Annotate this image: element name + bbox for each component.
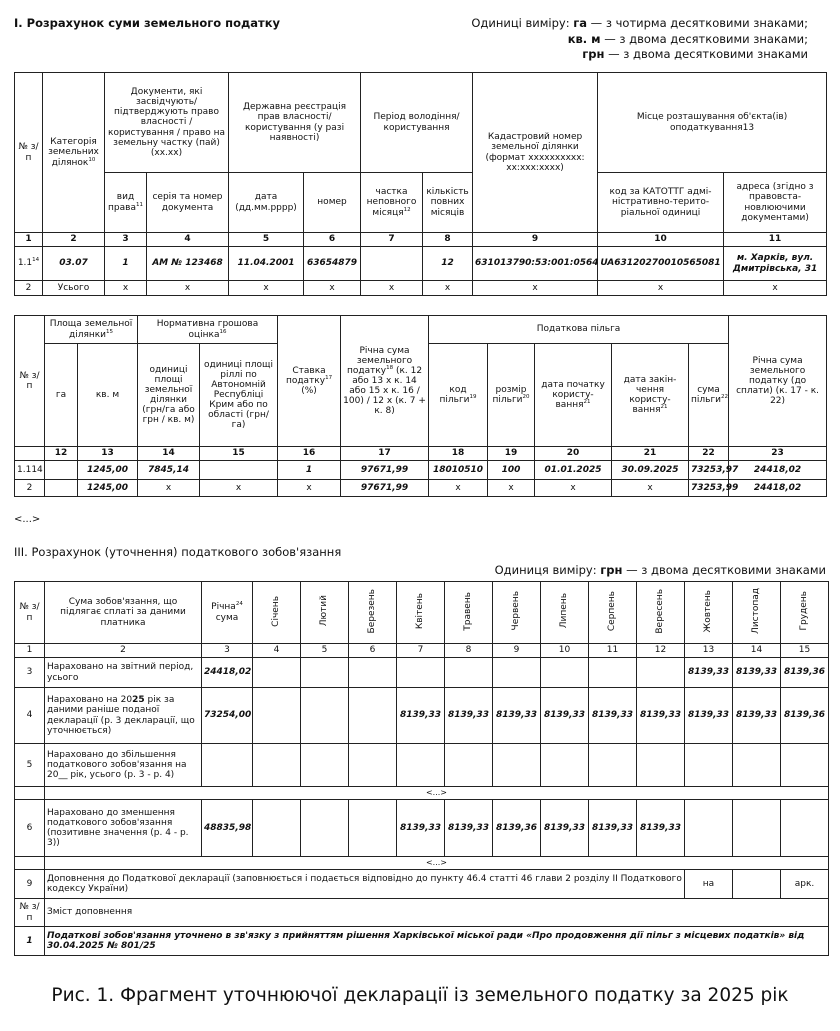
land-tax-table — [14, 72, 827, 296]
col-date-header: дата (дд.мм.рррр) — [229, 173, 304, 233]
month-value — [445, 744, 493, 787]
col-ha-header: га — [45, 344, 78, 447]
table-row — [15, 658, 829, 688]
col-number-label: 12 — [45, 447, 78, 461]
na-cell: х — [473, 281, 598, 296]
col-rate-header: Ставка податку$^{17}$ (%) — [278, 316, 341, 447]
valuation-value: 7845,14 — [138, 461, 200, 480]
col-number-label: 11 — [724, 233, 827, 247]
col-num-header: № з/п — [15, 73, 43, 233]
col-benefit-start-header: дата початку користування$^{21}$ — [535, 344, 612, 447]
col-period-header: Період володіння/ користування — [361, 73, 473, 173]
total-label: Усього — [43, 281, 105, 296]
row-number: 4 — [15, 688, 45, 744]
month-value — [637, 658, 685, 688]
month-value — [733, 744, 781, 787]
month-value: 8139,33 — [637, 688, 685, 744]
col-number-label: 6 — [304, 233, 361, 247]
month-value: 8139,33 — [685, 658, 733, 688]
month-value — [349, 744, 397, 787]
month-value: 8139,36 — [781, 658, 829, 688]
col-area-header: Площа земельної ділянки$^{15}$ — [45, 316, 138, 344]
month-header: Вересень — [637, 582, 685, 644]
month-header: Червень — [493, 582, 541, 644]
month-value — [445, 658, 493, 688]
col-number-label: 9 — [493, 644, 541, 658]
cadastral-value: 631013790:53:001:0564 — [473, 247, 598, 281]
figure-caption: Рис. 1. Фрагмент уточнюючої декларації із земельного податку за 2025 рік — [51, 985, 789, 1006]
benefit-start-value: 01.01.2025 — [535, 461, 612, 480]
sheets-na-label: на — [685, 870, 733, 899]
unit-sqm-desc: — з двома десятковими знаками; — [600, 31, 808, 46]
benefit-size-value: 100 — [488, 461, 535, 480]
col-number-label: 10 — [541, 644, 589, 658]
col-num-header: № з/п — [15, 316, 45, 447]
col-number-label: 8 — [445, 644, 493, 658]
benefit-start-value: х — [535, 480, 612, 497]
omission-row — [15, 857, 829, 870]
month-value: 8139,33 — [589, 688, 637, 744]
row-number: 2 — [15, 480, 45, 497]
omission-marker: <...> — [45, 857, 829, 870]
benefit-end-value: 30.09.2025 — [612, 461, 689, 480]
month-value: 8139,33 — [445, 800, 493, 857]
table-row — [15, 480, 827, 497]
sheets-ark-label: арк. — [781, 870, 829, 899]
na-cell: х — [598, 281, 724, 296]
col-number-label: 14 — [733, 644, 781, 658]
table-row — [15, 870, 829, 899]
col-benefit-sum-header: сума пільги$^{22}$ — [689, 344, 729, 447]
month-value — [253, 688, 301, 744]
empty-cell — [15, 787, 45, 800]
annual-due-value: 24418,02 — [729, 480, 827, 497]
col-number-label: 16 — [278, 447, 341, 461]
col-number-label: 6 — [349, 644, 397, 658]
annual-value: 48835,98 — [202, 800, 253, 857]
col-number-label: 2 — [45, 644, 202, 658]
col-full-months-header: кількість повних місяців — [423, 173, 473, 233]
month-value: 8139,33 — [733, 658, 781, 688]
category-value: 03.07 — [43, 247, 105, 281]
table-row — [15, 744, 829, 787]
na-cell: х — [105, 281, 147, 296]
col-number-label: 20 — [535, 447, 612, 461]
col-annual-header: Річна$^{24}$ сума — [202, 582, 253, 644]
month-value — [589, 658, 637, 688]
month-header: Листопад — [733, 582, 781, 644]
col-number-label: 5 — [301, 644, 349, 658]
benefit-end-value: х — [612, 480, 689, 497]
col-address-header: адреса (згідно з правовстановлюючими документами) — [724, 173, 827, 233]
address-value: м. Харків, вул. Дмитрівська, 31 — [724, 247, 827, 281]
valuation-crimea-value — [200, 461, 278, 480]
col-number-label: 1 — [15, 644, 45, 658]
date-value: 11.04.2001 — [229, 247, 304, 281]
month-value — [493, 744, 541, 787]
month-value — [493, 658, 541, 688]
na-cell: х — [304, 281, 361, 296]
units-label: Одиниці виміру: — [471, 16, 570, 30]
month-value — [253, 744, 301, 787]
col-number-label: 12 — [637, 644, 685, 658]
col-number-label: 2 — [43, 233, 105, 247]
empty-cell — [15, 447, 45, 461]
row-number: 1.114 — [15, 461, 45, 480]
month-value — [301, 744, 349, 787]
col-number-label: 5 — [229, 233, 304, 247]
units-legend — [471, 16, 808, 63]
month-header: Липень — [541, 582, 589, 644]
row-number: 9 — [15, 870, 45, 899]
col-location-header: Місце розташування об'єкта(ів) оподаткування13 — [598, 73, 827, 173]
month-value: 8139,33 — [397, 800, 445, 857]
col-desc-header: Сума зобов'язання, що підлягає сплаті за даними платника — [45, 582, 202, 644]
table-row — [15, 899, 829, 927]
col-number-label: 15 — [781, 644, 829, 658]
benefit-sum-value: 73253,97 — [689, 461, 729, 480]
month-value — [301, 800, 349, 857]
month-value: 8139,33 — [541, 688, 589, 744]
section3-units: Одиниця виміру: грн — з двома десятковими знаками — [494, 563, 826, 577]
month-value — [685, 744, 733, 787]
month-value — [637, 744, 685, 787]
omission-marker: <...> — [45, 787, 829, 800]
ha-value — [45, 461, 78, 480]
row-number: 6 — [15, 800, 45, 857]
col-number-header: номер — [304, 173, 361, 233]
col-number-label: 7 — [361, 233, 423, 247]
col-number-label: 13 — [685, 644, 733, 658]
col-number-label: 15 — [200, 447, 278, 461]
month-value: 8139,33 — [493, 688, 541, 744]
unit-uah-desc: — з двома десятковими знаками — [604, 47, 808, 62]
col-benefit-header: Податкова пільга — [429, 316, 729, 344]
month-value — [541, 658, 589, 688]
col-number-label: 3 — [105, 233, 147, 247]
liability-table — [14, 581, 829, 956]
row-description: Нараховано до збільшення податкового зобов'язання на 20__ рік, усього (р. 3 - р. 4) — [45, 744, 202, 787]
month-value — [253, 800, 301, 857]
month-value: 8139,33 — [685, 688, 733, 744]
empty-cell — [15, 857, 45, 870]
month-value — [349, 658, 397, 688]
col-number-label: 21 — [612, 447, 689, 461]
col-number-label: 18 — [429, 447, 488, 461]
row-description: Нараховано на 2025 рік за даними раніше поданої декларації (р. 3 декларації, що уточнюється) — [45, 688, 202, 744]
col-number-label: 3 — [202, 644, 253, 658]
row-number: $1.1^{14}$ — [15, 247, 43, 281]
col-val-unit-header: одиниці площі земельної ділянки (грн/га або грн / кв. м) — [138, 344, 200, 447]
doc-value: АМ № 123468 — [147, 247, 229, 281]
na-cell: х — [147, 281, 229, 296]
month-value — [781, 744, 829, 787]
month-value: 8139,33 — [637, 800, 685, 857]
col-number-label: 13 — [78, 447, 138, 461]
col-annual-due-header: Річна сума земельного податку (до сплати) (к. 17 - к. 22) — [729, 316, 827, 447]
col-right-type-header: вид права$^{11}$ — [105, 173, 147, 233]
month-header: Лютий — [301, 582, 349, 644]
row-number: № з/п — [15, 899, 45, 927]
col-number-label: 10 — [598, 233, 724, 247]
rate-value: 1 — [278, 461, 341, 480]
na-cell: х — [361, 281, 423, 296]
number-value: 63654879 — [304, 247, 361, 281]
table-row — [15, 688, 829, 744]
row-number: 5 — [15, 744, 45, 787]
partial-value — [361, 247, 423, 281]
month-value — [685, 800, 733, 857]
col-number-label: 22 — [689, 447, 729, 461]
month-value: 8139,36 — [493, 800, 541, 857]
month-value — [301, 688, 349, 744]
col-category-header: Категорія земельних ділянок$^{10}$ — [43, 73, 105, 233]
month-header: Жовтень — [685, 582, 733, 644]
table-row — [15, 800, 829, 857]
annual-value: 97671,99 — [341, 461, 429, 480]
month-header: Березень — [349, 582, 397, 644]
col-valuation-header: Нормативна грошова оцінка$^{16}$ — [138, 316, 278, 344]
col-number-label: 14 — [138, 447, 200, 461]
month-value — [397, 744, 445, 787]
month-value — [589, 744, 637, 787]
month-value — [781, 800, 829, 857]
benefit-code-value: 18010510 — [429, 461, 488, 480]
month-header: Квітень — [397, 582, 445, 644]
benefit-size-value: х — [488, 480, 535, 497]
col-benefit-size-header: розмір пільги$^{20}$ — [488, 344, 535, 447]
col-sqm-header: кв. м — [78, 344, 138, 447]
row-number: 3 — [15, 658, 45, 688]
col-number-label: 11 — [589, 644, 637, 658]
sqm-value: 1245,00 — [78, 461, 138, 480]
month-value — [397, 658, 445, 688]
col-registration-header: Державна реєстрація прав власності/ користування (у разі наявності) — [229, 73, 361, 173]
month-value: 8139,33 — [589, 800, 637, 857]
katottg-value: UA63120270010565081 — [598, 247, 724, 281]
month-value — [349, 800, 397, 857]
table-row — [15, 247, 827, 281]
months-value: 12 — [423, 247, 473, 281]
month-header: Грудень — [781, 582, 829, 644]
col-benefit-code-header: код пільги$^{19}$ — [429, 344, 488, 447]
benefit-code-value: х — [429, 480, 488, 497]
benefit-sum-value: 73253,99 — [689, 480, 729, 497]
col-docs-header: Документи, які засвідчують/ підтверджують право власності / користування / право на земельну частку (пай) (хх.хх) — [105, 73, 229, 173]
col-number-label: 8 — [423, 233, 473, 247]
tax-benefit-table — [14, 315, 827, 497]
month-header: Серпень — [589, 582, 637, 644]
col-number-label: 23 — [729, 447, 827, 461]
section1-title: І. Розрахунок суми земельного податку — [14, 16, 280, 30]
month-value: 8139,36 — [781, 688, 829, 744]
unit-uah: грн — [582, 47, 605, 62]
unit-sqm: кв. м — [567, 31, 601, 46]
valuation-value: х — [138, 480, 200, 497]
annual-value — [202, 744, 253, 787]
table-row — [15, 281, 827, 296]
month-header: Травень — [445, 582, 493, 644]
col-num-header: № з/п — [15, 582, 45, 644]
col-number-label: 7 — [397, 644, 445, 658]
month-header: Січень — [253, 582, 301, 644]
na-cell: х — [423, 281, 473, 296]
ha-value — [45, 480, 78, 497]
na-cell: х — [229, 281, 304, 296]
annual-value: 73254,00 — [202, 688, 253, 744]
annual-due-value: 24418,02 — [729, 461, 827, 480]
month-value: 8139,33 — [733, 688, 781, 744]
col-val-crimea-header: одиниці площі ріллі по Автономній Республіці Крим або по області (грн/га) — [200, 344, 278, 447]
month-value: 8139,33 — [541, 800, 589, 857]
unit-ha-desc: — з чотирма десятковими знаками; — [587, 16, 808, 30]
omission-row — [15, 787, 829, 800]
col-number-label: 9 — [473, 233, 598, 247]
omission-marker: <...> — [14, 514, 41, 525]
row-description: Нараховано на звітний період, усього — [45, 658, 202, 688]
month-value — [733, 800, 781, 857]
table-row — [15, 927, 829, 956]
col-number-label: 1 — [15, 233, 43, 247]
table-row — [15, 461, 827, 480]
unit-ha: га — [573, 16, 588, 30]
supplement-content: Податкові зобов'язання уточнено в зв'язку з прийняттям рішення Харківської міської ради «Про продовження дії пільг з місцевих податків» від 30.04.2025 № 801/25 — [45, 927, 829, 956]
section3-title: ІІІ. Розрахунок (уточнення) податкового зобов'язання — [14, 545, 342, 559]
col-cadastral-header: Кадастровий номер земельної ділянки (формат хххххххххх: хх:ххх:хххх) — [473, 73, 598, 233]
month-value — [253, 658, 301, 688]
col-annual-header: Річна сума земельного податку$^{18}$ (к. 12 або 13 х к. 14 або 15 х к. 16 / 100) / 12 х (к. 7 + к. 8) — [341, 316, 429, 447]
month-value — [301, 658, 349, 688]
month-value — [349, 688, 397, 744]
col-doc-series-header: серія та номер документа — [147, 173, 229, 233]
month-value: 8139,33 — [397, 688, 445, 744]
annual-value: 97671,99 — [341, 480, 429, 497]
col-katottg-header: код за КАТОТТГ адміністративно-територіальної одиниці — [598, 173, 724, 233]
col-number-label: 4 — [253, 644, 301, 658]
sqm-value: 1245,00 — [78, 480, 138, 497]
sheets-count — [733, 870, 781, 899]
supplement-description: Доповнення до Податкової декларації (заповнюється і подається відповідно до пункту 46.4 статті 46 глави 2 розділу ІІ Податкового кодексу України) — [45, 870, 685, 899]
col-benefit-end-header: дата закінчення користування$^{21}$ — [612, 344, 689, 447]
valuation-crimea-value: х — [200, 480, 278, 497]
month-value: 8139,33 — [445, 688, 493, 744]
row-description: Нараховано до зменшення податкового зобов'язання (позитивне значення (р. 4 - р. 3)) — [45, 800, 202, 857]
annual-value: 24418,02 — [202, 658, 253, 688]
na-cell: х — [724, 281, 827, 296]
month-value — [541, 744, 589, 787]
supplement-content-header: Зміст доповнення — [45, 899, 829, 927]
row-number: 2 — [15, 281, 43, 296]
col-number-label: 19 — [488, 447, 535, 461]
row-number: 1 — [15, 927, 45, 956]
rate-value: х — [278, 480, 341, 497]
col-partial-header: частка неповного місяця$^{12}$ — [361, 173, 423, 233]
right-type-value: 1 — [105, 247, 147, 281]
col-number-label: 4 — [147, 233, 229, 247]
col-number-label: 17 — [341, 447, 429, 461]
